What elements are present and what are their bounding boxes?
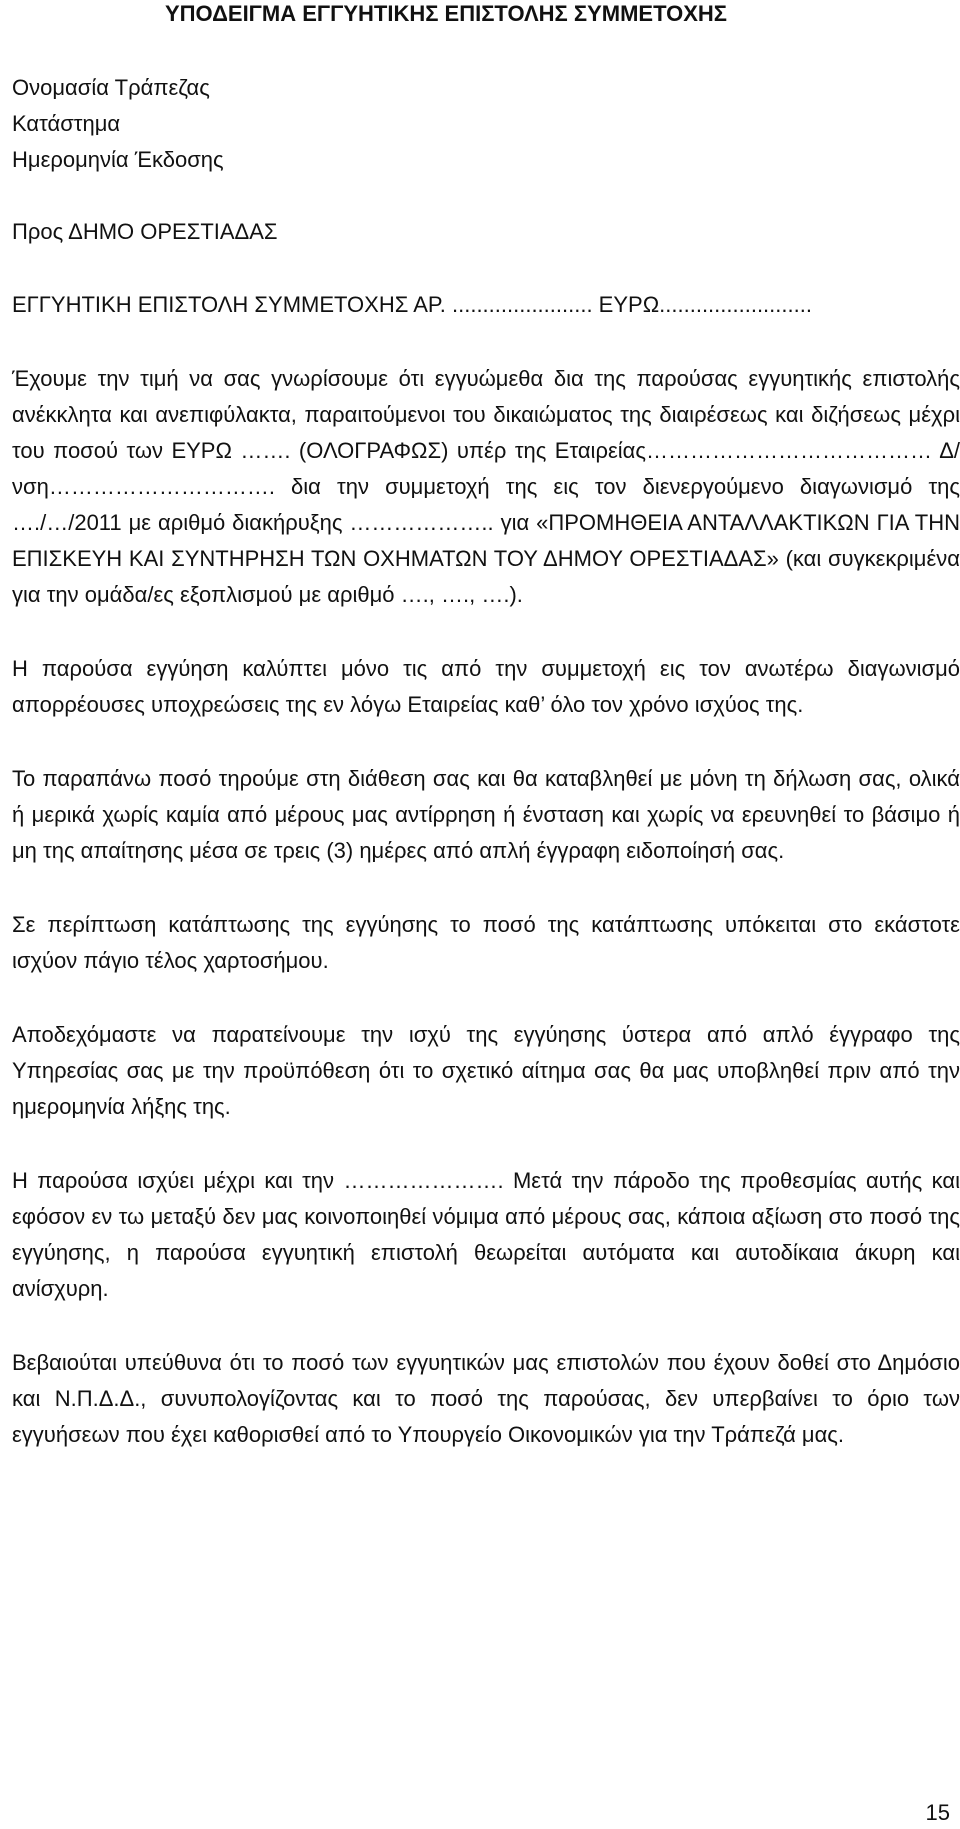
branch-label: Κατάστημα	[12, 111, 121, 136]
bank-name-label: Ονομασία Τράπεζας	[12, 75, 210, 100]
certification-paragraph: Βεβαιούται υπεύθυνα ότι το ποσό των εγγυητικών μας επιστολών που έχουν δοθεί στο Δημόσιο και Ν.Π.Δ.Δ., συνυπολογίζοντας και το ποσό της παρούσας, δεν υπερβαίνει το όριο των εγγυήσεων που έχει καθορισθεί από το Υπουργείο Οικονομικών για την Τράπεζά μας.	[12, 1350, 960, 1447]
validity-paragraph: Η παρούσα ισχύει μέχρι και την …………………. Μετά την πάροδο της προθεσμίας αυτής και εφόσον εν τω μεταξύ δεν μας κοινοποιηθεί νόμιμα από μέρους σας, κάποια αξίωση στο ποσό της εγγύησης, η παρούσα εγγυητική επιστολή θεωρείται αυτόματα και αυτοδίκαια άκυρη και ανίσχυρη.	[12, 1168, 960, 1301]
recipient-line: Προς ΔΗΜΟ ΟΡΕΣΤΙΑΔΑΣ	[12, 219, 278, 244]
guarantee-paragraph: Έχουμε την τιμή να σας γνωρίσουμε ότι εγγυώμεθα δια της παρούσας εγγυητικής επιστολής ανέκκλητα και ανεπιφύλακτα, παραιτούμενοι του δικαιώματος της διαιρέσεως και διζήσεως μέχρι του ποσού των ΕΥΡΩ ……. (ΟΛΟΓΡΑΦΩΣ) υπέρ της Εταιρείας………………………………… Δ/νση…………………………. δια την συμμετοχή της εις τον διενεργούμενο διαγωνισμό της …./…/2011 με αριθμό διακήρυξης ……………….. για «ΠΡΟΜΗΘΕΙΑ ΑΝΤΑΛΛΑΚΤΙΚΩΝ ΓΙΑ ΤΗΝ ΕΠΙΣΚΕΥΗ ΚΑΙ ΣΥΝΤΗΡΗΣΗ ΤΩΝ ΟΧΗΜΑΤΩΝ ΤΟΥ ΔΗΜΟΥ ΟΡΕΣΤΙΑΔΑΣ» (και συγκεκριμένα για την ομάδα/ες εξοπλισμού με αριθμό …., …., ….).	[12, 366, 960, 607]
forfeiture-paragraph: Σε περίπτωση κατάπτωσης της εγγύησης το ποσό της κατάπτωσης υπόκειται στο εκάστοτε ισχύον πάγιο τέλος χαρτοσήμου.	[12, 912, 960, 973]
letter-header	[12, 70, 224, 178]
issue-date-label: Ημερομηνία Έκδοσης	[12, 147, 224, 172]
page-number: 15	[925, 1800, 950, 1825]
payment-paragraph: Το παραπάνω ποσό τηρούμε στη διάθεση σας και θα καταβληθεί με μόνη τη δήλωση σας, ολικά ή μερικά χωρίς καμία από μέρους μας αντίρρηση ή ένσταση και χωρίς να ερευνηθεί το βάσιμο ή μη της απαίτησης μέσα σε τρεις (3) ημέρες από απλή έγγραφη ειδοποίησή σας.	[12, 766, 960, 863]
letter-number-line: ΕΓΓΥΗΤΙΚΗ ΕΠΙΣΤΟΛΗ ΣΥΜΜΕΤΟΧΗΣ ΑΡ. ....................... ΕΥΡΩ.........................	[12, 292, 812, 317]
extension-paragraph: Αποδεχόμαστε να παρατείνουμε την ισχύ της εγγύησης ύστερα από απλό έγγραφο της Υπηρεσίας σας με την προϋπόθεση ότι το σχετικό αίτημα σας θα μας υποβληθεί πριν από την ημερομηνία λήξης της.	[12, 1022, 960, 1119]
document-title: ΥΠΟΔΕΙΓΜΑ ΕΓΓΥΗΤΙΚΗΣ ΕΠΙΣΤΟΛΗΣ ΣΥΜΜΕΤΟΧΗΣ	[165, 1, 727, 26]
letter-body	[12, 361, 960, 1491]
coverage-paragraph: Η παρούσα εγγύηση καλύπτει μόνο τις από την συμμετοχή εις τον ανωτέρω διαγωνισμό απορρέουσες υποχρεώσεις της εν λόγω Εταιρείας καθ’ όλο τον χρόνο ισχύος της.	[12, 656, 960, 717]
